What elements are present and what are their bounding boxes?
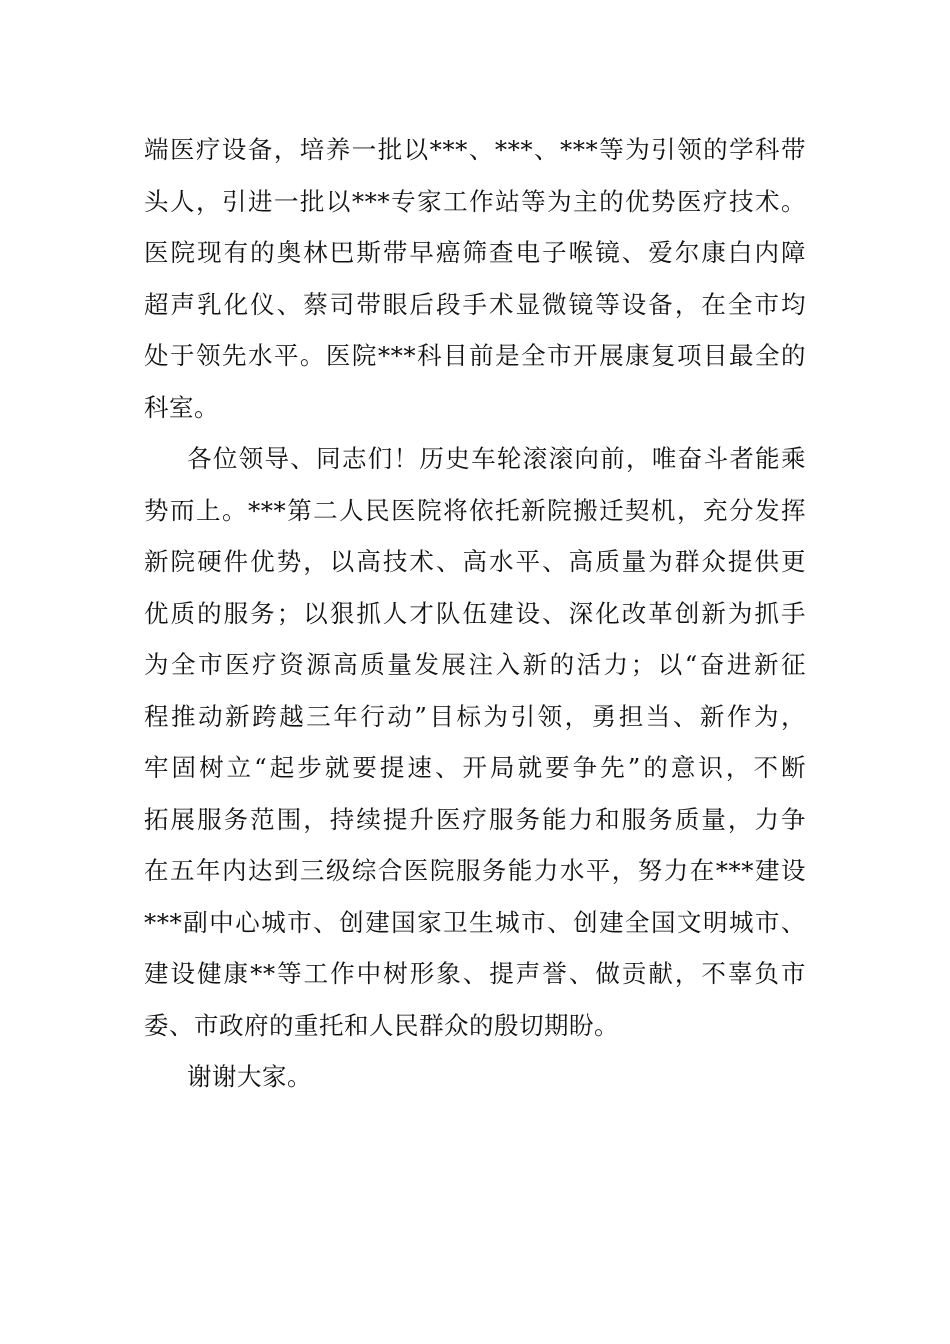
text-line: 程推动新跨越三年行动”目标为引领，勇担当、新作为， [144, 701, 806, 731]
paragraph-1 [144, 124, 806, 433]
text-line: 医院现有的奥林巴斯带早癌筛查电子喉镜、爱尔康白内障 [144, 238, 806, 267]
paragraph-2 [144, 433, 806, 1051]
text-line: 为全市医疗资源高质量发展注入新的活力；以“奋进新征 [144, 650, 806, 679]
text-line: 端医疗设备，培养一批以***、***、***等为引领的学科带 [144, 135, 806, 164]
text-line: 牢固树立“起步就要提速、开局就要争先”的意识，不断 [144, 753, 806, 782]
text-line: 处于领先水平。医院***科目前是全市开展康复项目最全的 [144, 341, 806, 370]
text-line: 超声乳化仪、蔡司带眼后段手术显微镜等设备，在全市均 [144, 289, 806, 319]
text-line: 各位领导、同志们！历史车轮滚滚向前，唯奋斗者能乘 [187, 444, 806, 473]
text-line: 势而上。***第二人民医院将依托新院搬迁契机，充分发挥 [144, 495, 806, 525]
document-body [144, 124, 806, 1103]
text-line: ***副中心城市、创建国家卫生城市、创建全国文明城市、 [144, 907, 806, 937]
text-line: 新院硬件优势，以高技术、高水平、高质量为群众提供更 [144, 547, 806, 576]
text-line: 科室。 [144, 392, 219, 422]
text-line: 在五年内达到三级综合医院服务能力水平，努力在***建设 [144, 856, 806, 885]
paragraph-3 [144, 1051, 806, 1103]
text-line: 建设健康**等工作中树形象、提声誉、做贡献，不辜负市 [144, 959, 806, 988]
text-line: 委、市政府的重托和人民群众的殷切期盼。 [144, 1010, 619, 1040]
text-line: 优质的服务；以狠抓人才队伍建设、深化改革创新为抓手 [144, 598, 806, 628]
text-line: 头人，引进一批以***专家工作站等为主的优势医疗技术。 [144, 186, 806, 216]
closing-line: 谢谢大家。 [187, 1062, 312, 1091]
text-line: 拓展服务范围，持续提升医疗服务能力和服务质量，力争 [144, 804, 806, 834]
